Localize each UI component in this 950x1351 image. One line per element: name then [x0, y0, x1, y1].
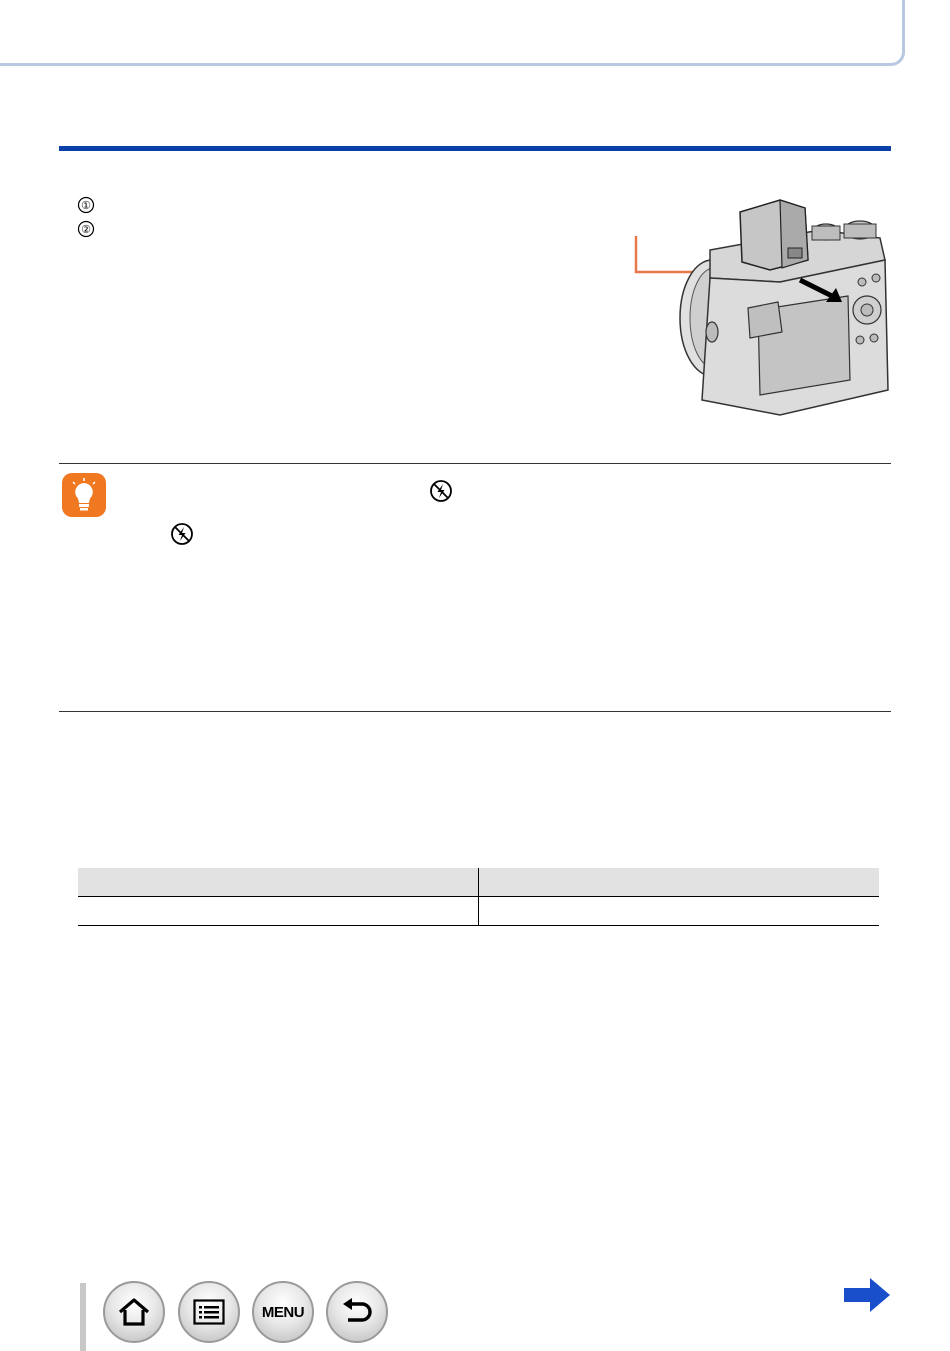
table-header-row — [78, 868, 879, 897]
return-icon — [340, 1298, 374, 1326]
step-1-marker — [77, 196, 95, 214]
table-cell — [78, 897, 479, 926]
flash-off-icon — [170, 522, 194, 546]
contents-list-button[interactable] — [178, 1281, 240, 1343]
tip-section-bottom-rule — [59, 711, 891, 712]
table-row — [78, 897, 879, 926]
camera-viewfinder-illustration — [630, 190, 895, 425]
table-header-cell — [479, 868, 880, 897]
footer-divider — [80, 1283, 86, 1351]
flash-off-icon — [429, 479, 453, 503]
menu-button[interactable] — [252, 1281, 314, 1343]
home-icon — [117, 1297, 151, 1327]
step-2-marker — [77, 220, 95, 238]
next-page-arrow-icon[interactable] — [842, 1275, 892, 1315]
lightbulb-tip-icon — [62, 473, 106, 517]
page-header-frame — [0, 0, 905, 66]
tip-section-top-rule — [59, 463, 891, 464]
settings-table — [78, 868, 879, 926]
menu-button-label: MENU — [261, 1303, 305, 1321]
section-title-rule — [59, 146, 891, 151]
back-button[interactable] — [326, 1281, 388, 1343]
list-icon — [193, 1299, 225, 1325]
table-header-cell — [78, 868, 479, 897]
svg-text:②: ② — [81, 224, 91, 236]
table-cell — [479, 897, 880, 926]
home-button[interactable] — [103, 1281, 165, 1343]
svg-text:①: ① — [81, 200, 91, 212]
